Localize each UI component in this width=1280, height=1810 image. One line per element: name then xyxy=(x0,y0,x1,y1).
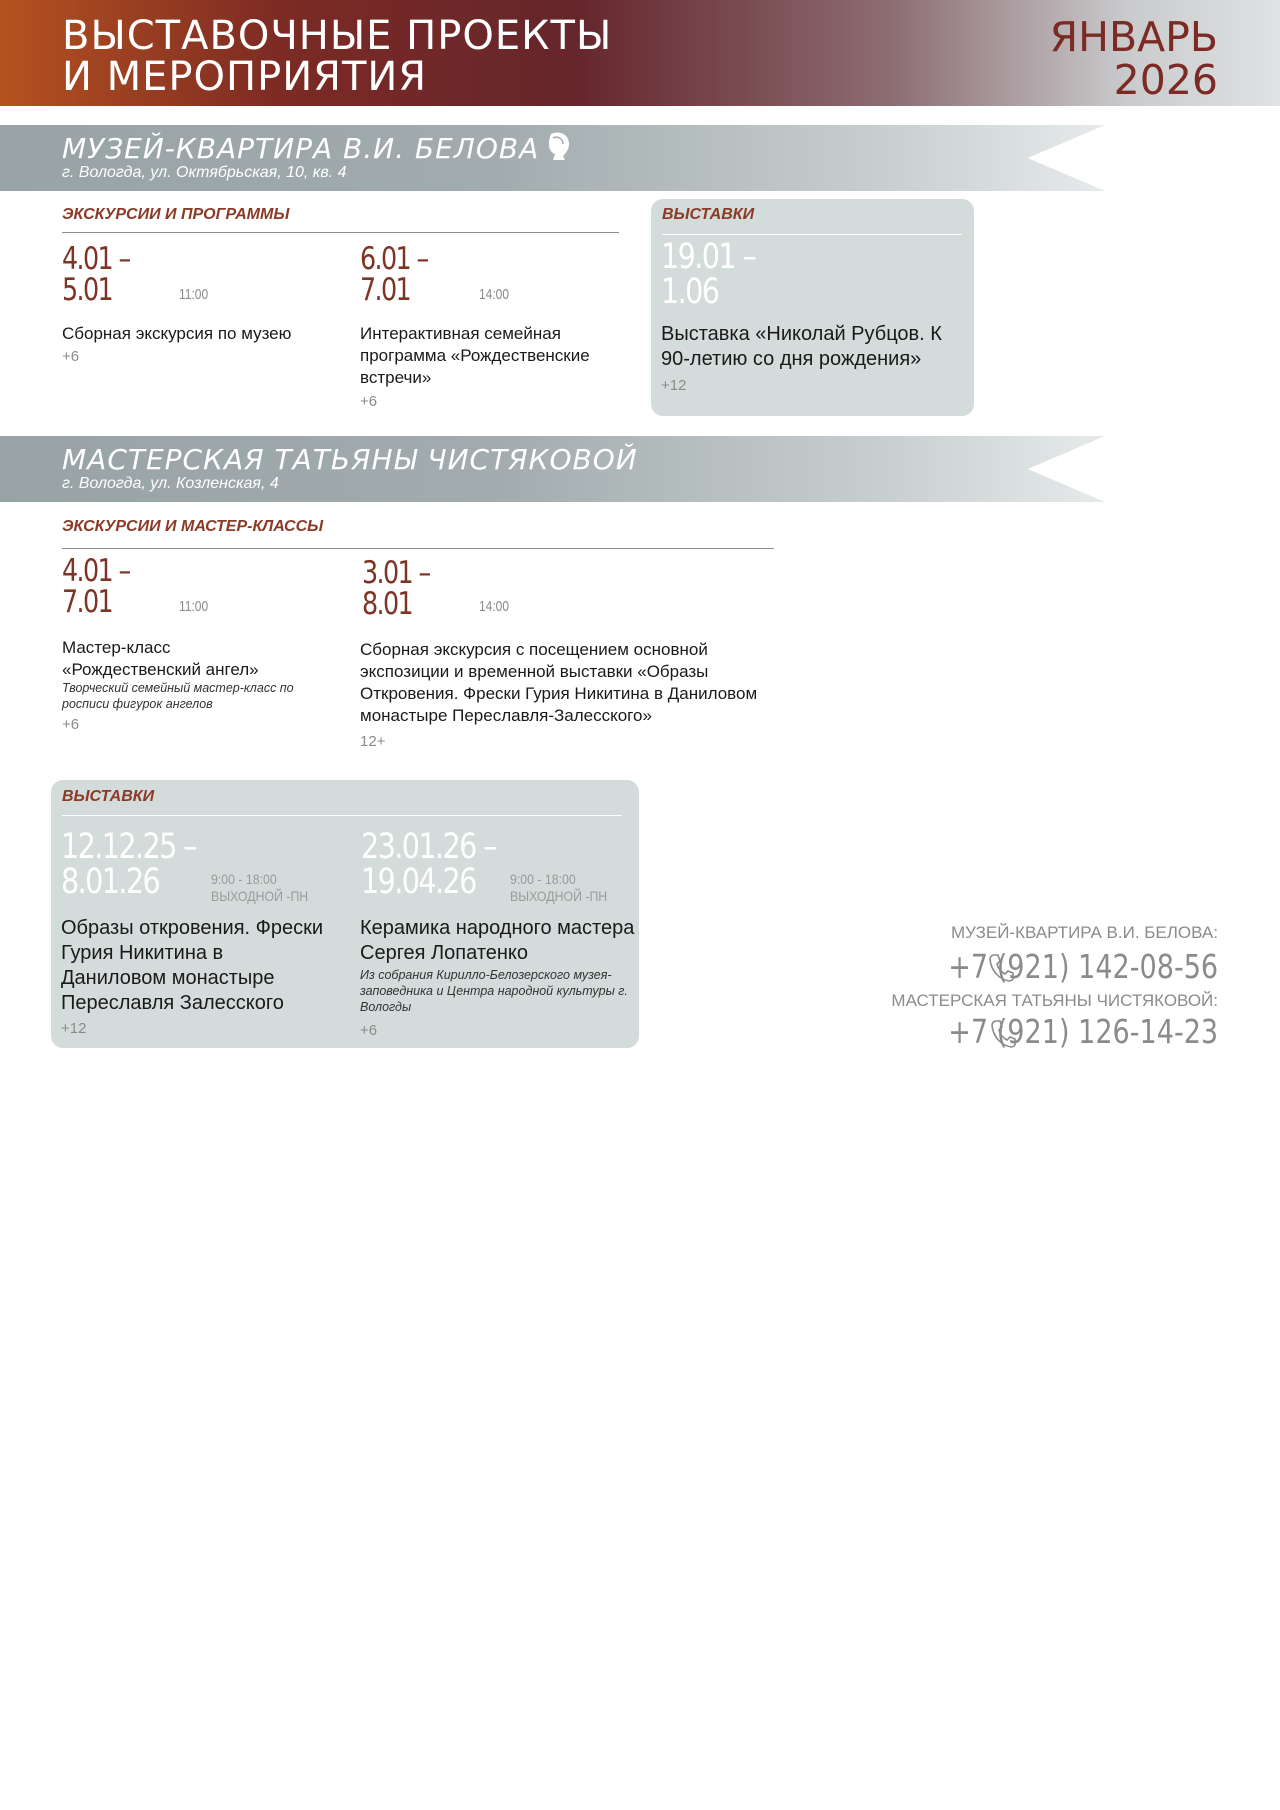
event-time: 11:00 xyxy=(179,598,209,615)
event-title: Сборная экскурсия по музею xyxy=(62,324,292,343)
event-time: 11:00 xyxy=(179,286,209,303)
divider xyxy=(662,234,962,235)
exhibition-date: 23.01.26 – 19.04.26 xyxy=(361,827,496,902)
event-note: Творческий семейный мастер-класс по росписи фигурок ангелов xyxy=(62,681,294,711)
age-rating: 12+ xyxy=(360,733,386,750)
event-title: Мастер-класс «Рождественский ангел» xyxy=(62,638,259,679)
divider xyxy=(62,815,622,816)
section-label-exhibitions: ВЫСТАВКИ xyxy=(62,788,155,805)
divider xyxy=(62,232,619,233)
phone-number[interactable]: +7 (921) 126-14-23 xyxy=(948,1012,1218,1051)
page-title-line2: И МЕРОПРИЯТИЯ xyxy=(62,54,428,100)
event-date: 4.01 – 7.01 xyxy=(62,553,130,620)
venue-title-chistyakova: МАСТЕРСКАЯ ТАТЬЯНЫ ЧИСТЯКОВОЙ xyxy=(62,443,638,476)
contact-label: МАСТЕРСКАЯ ТАТЬЯНЫ ЧИСТЯКОВОЙ: xyxy=(891,991,1218,1010)
event-date: 4.01 – 5.01 xyxy=(62,241,130,308)
exhibition-title: Выставка «Николай Рубцов. К 90-летию со дня рождения» xyxy=(661,323,942,370)
exhibition-dayoff: ВЫХОДНОЙ -ПН xyxy=(211,888,309,904)
exhibition-date: 12.12.25 – 8.01.26 xyxy=(61,827,196,902)
event-title: Сборная экскурсия с посещением основной экспозиции и временной выставки «Образы Откровения. Фрески Гурия Никитина в Даниловом монастыре Переславля-Залесского» xyxy=(360,640,758,725)
age-rating: +6 xyxy=(360,1022,378,1039)
exhibition-dayoff: ВЫХОДНОЙ -ПН xyxy=(510,888,608,904)
exhibition-hours: 9:00 - 18:00 xyxy=(510,871,576,887)
divider xyxy=(62,548,774,549)
age-rating: +6 xyxy=(360,393,378,410)
section-label-programs: ЭКСКУРСИИ И МАСТЕР-КЛАССЫ xyxy=(62,518,324,535)
section-label-exhibitions: ВЫСТАВКИ xyxy=(662,206,755,223)
page-title xyxy=(62,13,622,100)
phone-number[interactable]: +7 (921) 142-08-56 xyxy=(948,947,1218,986)
age-rating: +6 xyxy=(62,716,80,733)
age-rating: +6 xyxy=(62,348,80,365)
month: ЯНВАРЬ xyxy=(1049,13,1218,61)
venue-address-belov: г. Вологда, ул. Октябрьская, 10, кв. 4 xyxy=(62,164,347,181)
contact-label: МУЗЕЙ-КВАРТИРА В.И. БЕЛОВА: xyxy=(951,923,1218,942)
exhibition-note: Из собрания Кирилло-Белозерского музея-заповедника и Центра народной культуры г. Вологды xyxy=(360,968,628,1014)
age-rating: +12 xyxy=(661,377,687,394)
exhibition-title: Образы откровения. Фрески Гурия Никитина в Даниловом монастыре Переславля Залесского xyxy=(61,917,324,1014)
section-label-programs: ЭКСКУРСИИ И ПРОГРАММЫ xyxy=(62,206,290,223)
exhibition-hours: 9:00 - 18:00 xyxy=(211,871,277,887)
event-time: 14:00 xyxy=(479,598,510,615)
age-rating: +12 xyxy=(61,1020,87,1037)
year: 2026 xyxy=(1113,56,1218,104)
month-year xyxy=(1049,13,1218,104)
venue-title-belov: МУЗЕЙ-КВАРТИРА В.И. БЕЛОВА xyxy=(62,132,540,165)
venue-address-chistyakova: г. Вологда, ул. Козленская, 4 xyxy=(62,475,279,492)
event-date: 3.01 – 8.01 xyxy=(362,555,430,622)
page-title-line1: ВЫСТАВОЧНЫЕ ПРОЕКТЫ xyxy=(62,13,613,59)
exhibition-title: Керамика народного мастера Сергея Лопатенко xyxy=(360,917,635,964)
event-time: 14:00 xyxy=(479,286,510,303)
exhibition-date: 19.01 – 1.06 xyxy=(661,237,756,312)
event-title: Интерактивная семейная программа «Рождественские встречи» xyxy=(360,324,590,387)
event-date: 6.01 – 7.01 xyxy=(360,241,428,308)
museum-logo-icon xyxy=(541,130,577,188)
